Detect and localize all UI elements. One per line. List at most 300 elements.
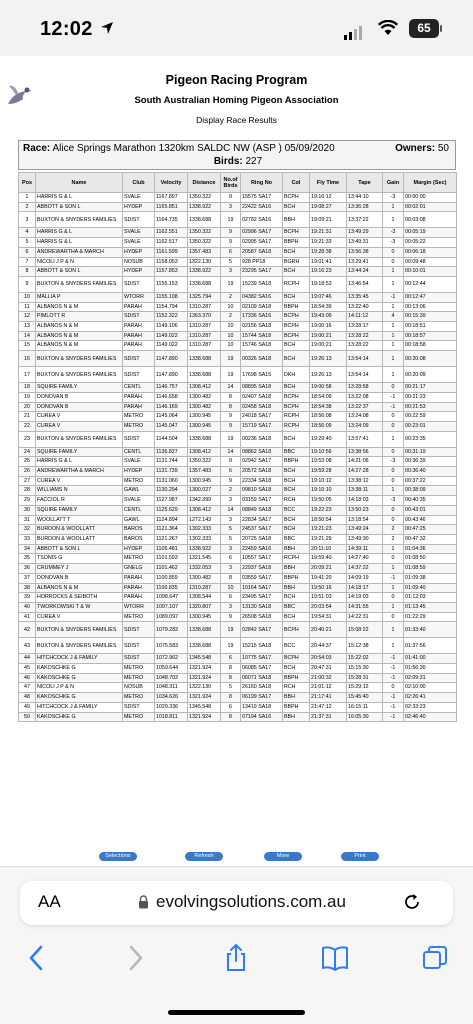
table-row <box>19 638 457 654</box>
table-cell: NOSUB <box>123 683 155 693</box>
table-cell: 1089.097 <box>155 612 188 622</box>
table-cell: 19:59:28 <box>310 467 347 477</box>
table-cell: 12 <box>19 312 36 322</box>
table-cell: PARAH <box>123 322 155 332</box>
table-cell: 9 <box>221 228 241 238</box>
table-cell: 02:09:31 <box>404 673 457 683</box>
table-row <box>19 412 457 422</box>
table-cell: 1321.924 <box>188 673 221 683</box>
table-cell: 5 <box>221 683 241 693</box>
table-cell: METRO <box>123 421 155 431</box>
table-cell: 1101.462 <box>155 564 188 574</box>
table-cell: BCPH <box>283 312 310 322</box>
table-cell: 1345.548 <box>188 654 221 664</box>
table-cell: 13:49:24 <box>347 525 383 535</box>
table-cell: NICOLI J P & N <box>36 257 123 267</box>
table-cell: 1 <box>383 331 404 341</box>
table-cell: 46 <box>19 673 36 683</box>
table-cell: SVALE <box>123 193 155 203</box>
table-cell: -3 <box>383 238 404 248</box>
table-cell: 1310.287 <box>188 302 221 312</box>
table-cell: 1 <box>383 544 404 554</box>
table-cell: 37 <box>19 573 36 583</box>
table-cell: 01:37:56 <box>404 638 457 654</box>
table-cell: BCH <box>283 383 310 393</box>
table-cell: 08862 SA18 <box>241 447 283 457</box>
column-header: Pos <box>19 173 36 193</box>
table-cell: CRUMMEY J <box>36 564 123 574</box>
table-cell: 3 <box>221 564 241 574</box>
table-cell: SDIST <box>123 702 155 712</box>
table-cell: HARRIS G & L <box>36 238 123 248</box>
birds-value: 227 <box>245 156 263 167</box>
table-cell: 13:54:14 <box>347 367 383 383</box>
table-cell: 1145.047 <box>155 421 188 431</box>
table-cell: 1149.022 <box>155 331 188 341</box>
table-cell: 1 <box>383 267 404 277</box>
table-cell: 13:28:22 <box>347 341 383 351</box>
table-cell: 20:11:10 <box>310 544 347 554</box>
page-content <box>0 56 473 866</box>
table-cell: 06085 SA17 <box>241 664 283 674</box>
table-cell: 15575 SA17 <box>241 193 283 203</box>
table-cell: HARRIS G & L <box>36 228 123 238</box>
table-cell: 1357.483 <box>188 467 221 477</box>
table-cell: 15:29:12 <box>347 683 383 693</box>
race-line <box>23 143 335 154</box>
table-cell: 00:21:23 <box>404 392 457 402</box>
text-size-button[interactable]: AA <box>38 892 61 911</box>
table-cell: 3 <box>19 212 36 228</box>
table-cell: 14:31:55 <box>347 602 383 612</box>
table-cell: 20572 SA18 <box>241 467 283 477</box>
table-cell: -1 <box>383 702 404 712</box>
refresh-button[interactable]: Refresh <box>185 852 223 861</box>
table-cell: 19:16:12 <box>310 193 347 203</box>
table-cell: 8 <box>19 267 36 277</box>
table-row <box>19 622 457 638</box>
table-cell: 23 <box>19 431 36 447</box>
table-cell: 5 <box>221 525 241 535</box>
table-cell: 928 PP18 <box>241 257 283 267</box>
table-cell: METRO <box>123 673 155 683</box>
table-cell: HYDEP <box>123 202 155 212</box>
table-cell: -3 <box>383 228 404 238</box>
table-cell: BBPH <box>283 573 310 583</box>
table-cell: 1 <box>383 622 404 638</box>
table-cell: 3 <box>221 496 241 506</box>
table-cell: ABBOTT & SON L <box>36 202 123 212</box>
table-cell: BBC <box>283 602 310 612</box>
table-cell: 3 <box>221 544 241 554</box>
table-cell: 1161.599 <box>155 247 188 257</box>
table-row <box>19 331 457 341</box>
table-cell: PARAH <box>123 331 155 341</box>
table-cell: 00:43:01 <box>404 505 457 515</box>
table-cell: 9 <box>221 476 241 486</box>
table-cell: CENTL <box>123 383 155 393</box>
table-cell: 15 <box>19 341 36 351</box>
table-cell: 1029.336 <box>155 702 188 712</box>
table-cell: 1 <box>383 276 404 292</box>
reload-icon[interactable] <box>402 892 422 912</box>
table-cell: 1100.859 <box>155 573 188 583</box>
table-cell: 26508 SA18 <box>241 612 283 622</box>
table-cell: BBPH <box>283 457 310 467</box>
table-cell: 1310.287 <box>188 341 221 351</box>
table-cell: 1136.827 <box>155 447 188 457</box>
share-icon[interactable] <box>221 943 251 973</box>
table-cell: 14:27:28 <box>347 467 383 477</box>
table-cell: 0 <box>383 505 404 515</box>
table-cell: 1338.688 <box>188 622 221 638</box>
table-cell: ALBANOS N & M <box>36 583 123 593</box>
table-cell: 13:29:41 <box>347 257 383 267</box>
table-body <box>19 193 457 722</box>
table-cell: 21:47:12 <box>310 702 347 712</box>
table-cell: 00:13:06 <box>404 302 457 312</box>
table-cell: BURDON & WOOLLATT <box>36 534 123 544</box>
birds-count <box>19 156 457 167</box>
table-cell: 00:21:53 <box>404 402 457 412</box>
table-cell: 00:37:22 <box>404 476 457 486</box>
table-cell: 1072.962 <box>155 654 188 664</box>
table-cell: 13:22:08 <box>347 392 383 402</box>
table-cell: ABBOTT & SON L <box>36 544 123 554</box>
table-cell: 10 <box>221 322 241 332</box>
table-cell: BCH <box>283 593 310 603</box>
table-cell: 14 <box>221 505 241 515</box>
table-cell: 18:54:39 <box>310 302 347 312</box>
table-cell: 13:36:28 <box>347 202 383 212</box>
owners-label: Owners: <box>395 143 436 154</box>
table-cell: -1 <box>383 654 404 664</box>
table-cell: 19:29:40 <box>310 431 347 447</box>
address-bar[interactable] <box>20 881 453 925</box>
table-cell: 8 <box>221 402 241 412</box>
table-cell: 7 <box>19 257 36 267</box>
table-cell: ANDREWARTHA & MARCH <box>36 467 123 477</box>
table-cell: 19:21:31 <box>310 228 347 238</box>
table-cell: BCPH <box>283 402 310 412</box>
table-cell: 47 <box>19 683 36 693</box>
table-cell: 01:08:50 <box>404 554 457 564</box>
table-cell: 0 <box>383 467 404 477</box>
table-cell: 13:49:29 <box>347 228 383 238</box>
table-cell: 00:12:44 <box>404 276 457 292</box>
table-cell: BCH <box>283 612 310 622</box>
table-cell: 02:26:41 <box>404 693 457 703</box>
table-cell: 25 <box>19 457 36 467</box>
table-cell: 1 <box>383 322 404 332</box>
table-cell: 19:51:03 <box>310 593 347 603</box>
table-cell: 22 <box>19 421 36 431</box>
table-row <box>19 673 457 683</box>
table-cell: 02:10:00 <box>404 683 457 693</box>
table-cell: ABBOTT & SON L <box>36 267 123 277</box>
table-cell: BBH <box>283 583 310 593</box>
table-cell: 1310.287 <box>188 583 221 593</box>
table-cell: 1350.322 <box>188 228 221 238</box>
table-cell: METRO <box>123 693 155 703</box>
table-cell: HORROCKS & SEIBOTH <box>36 593 123 603</box>
table-cell: 01:13:45 <box>404 602 457 612</box>
table-cell: 06071 SA18 <box>241 673 283 683</box>
forward-icon[interactable] <box>120 943 150 973</box>
table-row <box>19 515 457 525</box>
table-cell: 1162.551 <box>155 228 188 238</box>
more-button[interactable]: More <box>264 852 302 861</box>
table-cell: BBH <box>283 712 310 722</box>
table-cell: DONOVAN B <box>36 392 123 402</box>
table-cell: 6 <box>221 702 241 712</box>
table-cell: PIMLOTT R <box>36 312 123 322</box>
table-cell: SDIST <box>123 312 155 322</box>
table-cell: 0 <box>383 612 404 622</box>
table-cell: 1121.364 <box>155 525 188 535</box>
table-cell: 8 <box>221 573 241 583</box>
table-cell: 19:28:38 <box>310 247 347 257</box>
table-cell: 19:16:23 <box>310 267 347 277</box>
table-cell: 19 <box>221 351 241 367</box>
table-cell: 13:38:56 <box>347 447 383 457</box>
table-cell: SQUIRE FAMILY <box>36 383 123 393</box>
table-row <box>19 421 457 431</box>
table-cell: 00:21:17 <box>404 383 457 393</box>
table-cell: 50 <box>19 712 36 722</box>
table-cell: BURDON & WOOLLATT <box>36 525 123 535</box>
table-cell: 1018.811 <box>155 712 188 722</box>
table-cell: 15746 SA18 <box>241 341 283 351</box>
table-row <box>19 525 457 535</box>
race-name: Alice Springs Marathon 1320km SALDC NW (ASP ) 05/09/2020 <box>52 143 335 154</box>
table-cell: 14:37:22 <box>347 564 383 574</box>
table-cell: 14:09:19 <box>347 573 383 583</box>
table-row <box>19 312 457 322</box>
table-cell: 19:10:56 <box>310 447 347 457</box>
table-cell: BCPH <box>283 392 310 402</box>
table-cell: 19:00:16 <box>310 322 347 332</box>
table-cell: 2 <box>383 534 404 544</box>
table-cell: 19:54:31 <box>310 612 347 622</box>
table-cell: BBC <box>283 447 310 457</box>
table-cell: 26 <box>19 467 36 477</box>
table-cell: 19:10:10 <box>310 486 347 496</box>
table-cell: WTORR <box>123 602 155 612</box>
table-cell: 1 <box>19 193 36 203</box>
table-cell: BCH <box>283 515 310 525</box>
table-cell: 13:28:17 <box>347 322 383 332</box>
table-cell: BCPH <box>283 622 310 638</box>
table-cell: 13:35:45 <box>347 292 383 302</box>
table-cell: 0 <box>383 412 404 422</box>
table-cell: 6 <box>221 593 241 603</box>
back-icon[interactable] <box>22 943 52 973</box>
table-cell: 1332.053 <box>188 564 221 574</box>
table-row <box>19 351 457 367</box>
table-cell: BBH <box>283 544 310 554</box>
table-cell: RCH <box>283 496 310 506</box>
table-cell: METRO <box>123 664 155 674</box>
table-cell: 13:24:09 <box>347 421 383 431</box>
table-cell: 0 <box>383 476 404 486</box>
table-cell: SVALE <box>123 238 155 248</box>
table-cell: BAROS <box>123 525 155 535</box>
table-cell: HITCHCOCK J & FAMILY <box>36 654 123 664</box>
table-cell: 36 <box>19 564 36 574</box>
table-cell: 21:00:32 <box>310 673 347 683</box>
table-row <box>19 302 457 312</box>
table-cell: 19 <box>221 622 241 638</box>
table-cell: BBH <box>283 212 310 228</box>
table-cell: 19:10:12 <box>310 476 347 486</box>
table-cell: 00:23:35 <box>404 431 457 447</box>
table-cell: 0 <box>383 383 404 393</box>
birds-label: Birds: <box>213 156 243 167</box>
table-cell: 19 <box>221 367 241 383</box>
table-cell: WTORR <box>123 292 155 302</box>
table-cell: 1321.924 <box>188 693 221 703</box>
table-cell: 0 <box>383 257 404 267</box>
table-cell: 01:09:38 <box>404 573 457 583</box>
owners-count <box>395 143 449 154</box>
table-row <box>19 383 457 393</box>
table-cell: 1338.688 <box>188 367 221 383</box>
table-cell: BCH <box>283 525 310 535</box>
table-cell: KAKOSCHKE G <box>36 673 123 683</box>
table-cell: 01:22:29 <box>404 612 457 622</box>
table-cell: 10164 SA17 <box>241 583 283 593</box>
table-cell: 1300.945 <box>188 421 221 431</box>
column-header: No.of Birds <box>221 173 241 193</box>
table-cell: 00:03:08 <box>404 212 457 228</box>
table-cell: 19:43:09 <box>310 312 347 322</box>
table-cell: SQUIRE FAMILY <box>36 447 123 457</box>
table-cell: 13:28:22 <box>347 331 383 341</box>
table-cell: 1131.060 <box>155 476 188 486</box>
table-cell: 14 <box>221 383 241 393</box>
table-cell: 18:50:54 <box>310 515 347 525</box>
table-cell: 20:54:03 <box>310 654 347 664</box>
table-row <box>19 554 457 564</box>
table-cell: SDIST <box>123 654 155 664</box>
table-cell: 1338.688 <box>188 351 221 367</box>
print-button[interactable]: Print <box>341 852 379 861</box>
table-cell: BCH <box>283 341 310 351</box>
table-cell: 6 <box>221 554 241 564</box>
table-cell: 1167.897 <box>155 193 188 203</box>
table-cell: 19 <box>19 392 36 402</box>
table-cell: 1 <box>383 367 404 383</box>
table-cell: METRO <box>123 554 155 564</box>
table-cell: 1079.282 <box>155 622 188 638</box>
table-cell: 33 <box>19 534 36 544</box>
table-cell: BBPH <box>283 673 310 683</box>
table-cell: CUREA V <box>36 421 123 431</box>
table-cell: 19:50:05 <box>310 496 347 506</box>
table-cell: 1310.287 <box>188 331 221 341</box>
url-text[interactable]: evolvingsolutions.com.au <box>156 892 346 911</box>
table-cell: 13:54:14 <box>347 351 383 367</box>
table-cell: 13:44:10 <box>347 193 383 203</box>
table-cell: 24 <box>19 447 36 457</box>
table-cell: 00:15:39 <box>404 312 457 322</box>
table-cell: 00:06:18 <box>404 247 457 257</box>
table-cell: 01:12:03 <box>404 593 457 603</box>
table-cell: HARRIS G & L <box>36 457 123 467</box>
cellular-signal-icon <box>344 22 364 40</box>
table-cell: -1 <box>383 402 404 412</box>
table-cell: 24018 SA17 <box>241 412 283 422</box>
table-cell: 19:07:46 <box>310 292 347 302</box>
table-cell: 1162.517 <box>155 238 188 248</box>
table-cell: 00:36:39 <box>404 457 457 467</box>
table-cell: 00:20:09 <box>404 367 457 383</box>
table-cell: 1 <box>383 564 404 574</box>
table-cell: METRO <box>123 612 155 622</box>
table-cell: 00:12:47 <box>404 292 457 302</box>
table-cell: 0 <box>383 593 404 603</box>
selections-button[interactable]: Selections <box>99 852 137 861</box>
battery-icon: 65 <box>409 19 439 38</box>
tabs-icon[interactable] <box>420 943 450 973</box>
table-cell: RCPH <box>283 412 310 422</box>
table-row <box>19 573 457 583</box>
table-cell: 02996 SA17 <box>241 228 283 238</box>
table-cell: 4 <box>19 228 36 238</box>
table-cell: BUXTON & SNYDERS FAMILIES <box>36 622 123 638</box>
table-cell: 41 <box>19 612 36 622</box>
table-row <box>19 238 457 248</box>
table-cell: 1308.544 <box>188 593 221 603</box>
table-cell: BCPH <box>283 331 310 341</box>
table-cell: NOSUB <box>123 257 155 267</box>
table-cell: BAROS <box>123 534 155 544</box>
table-cell: 14:27:40 <box>347 554 383 564</box>
table-cell: DONOVAN B <box>36 402 123 412</box>
table-cell: 09810 SA18 <box>241 486 283 496</box>
table-cell: 15:15:30 <box>347 664 383 674</box>
lock-icon <box>138 895 149 909</box>
table-cell: 20:47:31 <box>310 664 347 674</box>
table-cell: 01:41:00 <box>404 654 457 664</box>
table-cell: 19:18:53 <box>310 276 347 292</box>
table-cell: 1155.108 <box>155 292 188 302</box>
table-cell: 44 <box>19 654 36 664</box>
table-row <box>19 693 457 703</box>
table-cell: 1300.482 <box>188 392 221 402</box>
table-cell: SDIST <box>123 431 155 447</box>
table-cell: WILLIAMS N <box>36 486 123 496</box>
table-cell: 13:49:31 <box>347 238 383 248</box>
table-cell: 00:20:08 <box>404 351 457 367</box>
table-cell: 15215 SA18 <box>241 638 283 654</box>
table-cell: 00:47:25 <box>404 525 457 535</box>
table-cell: BCH <box>283 467 310 477</box>
table-row <box>19 467 457 477</box>
table-cell: 1 <box>383 638 404 654</box>
table-cell: ANDREWARTHA & MARCH <box>36 247 123 257</box>
table-cell: 00:05:19 <box>404 228 457 238</box>
table-cell: SDIST <box>123 638 155 654</box>
table-cell: 1149.106 <box>155 322 188 332</box>
bookmarks-icon[interactable] <box>320 943 350 973</box>
table-cell: 19 <box>221 212 241 228</box>
table-cell: MALLIA P <box>36 292 123 302</box>
table-cell: 02458 SA18 <box>241 402 283 412</box>
table-cell: 1 <box>383 212 404 228</box>
table-cell: 1 <box>383 431 404 447</box>
